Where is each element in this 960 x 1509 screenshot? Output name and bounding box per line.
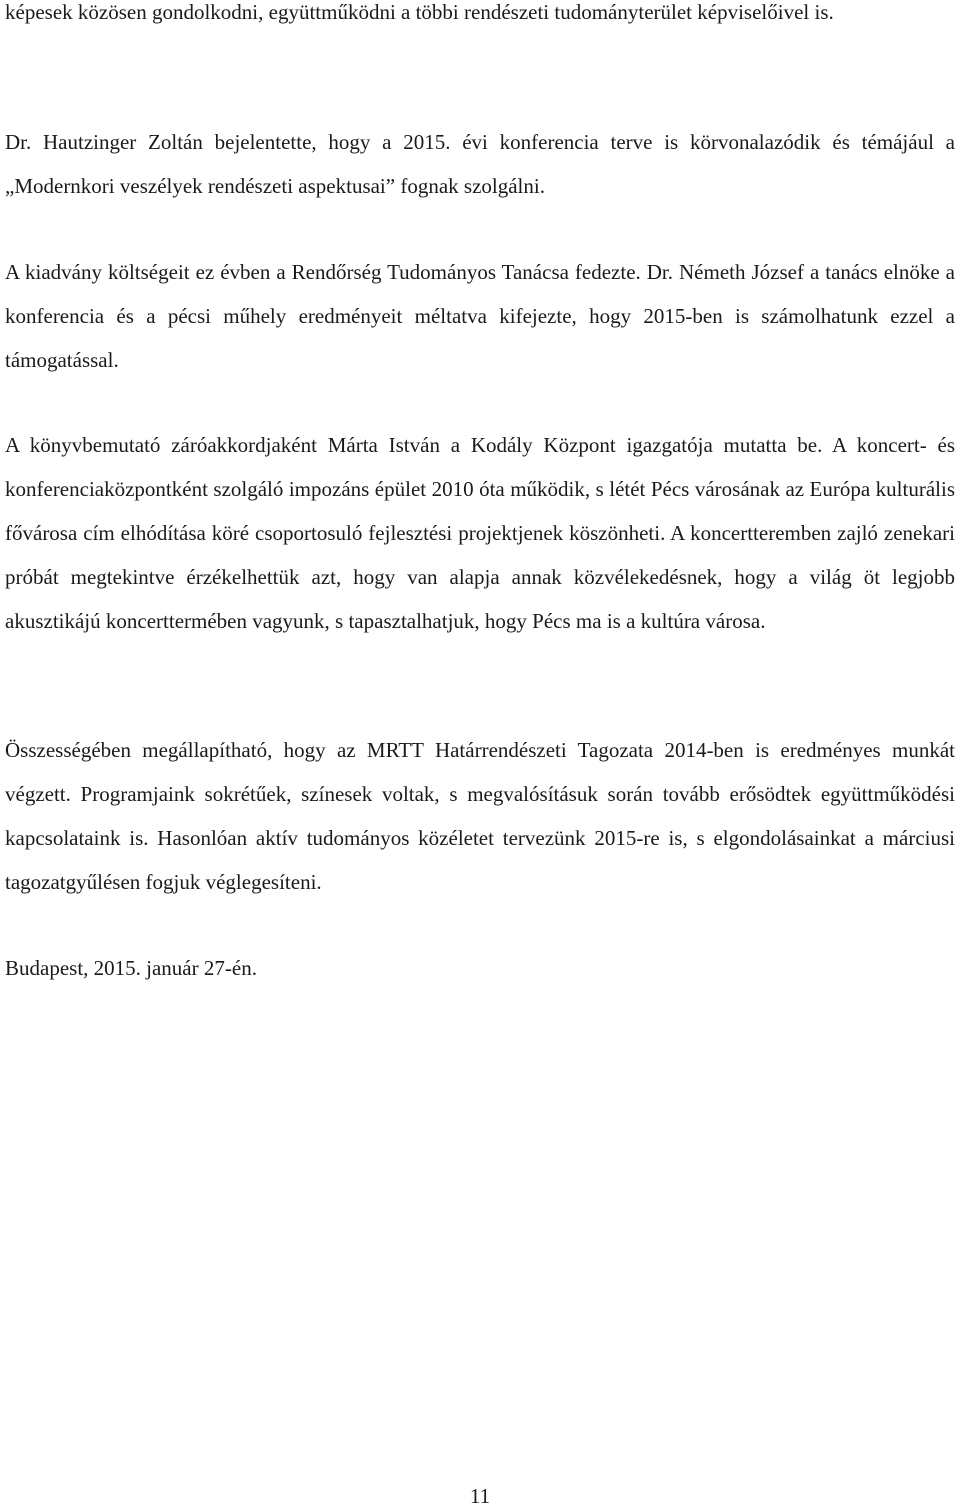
page-number: 11 — [469, 1484, 491, 1508]
place-and-date: Budapest, 2015. január 27-én. — [5, 956, 257, 980]
paragraph-kodaly-center: A könyvbemutató záróakkordjaként Márta István a Kodály Központ igazgatója mutatta be. A koncert- és konferenciaközpontként szolgáló impozáns épület 2010 óta működik, s létét Pécs városának az Európa kulturális fővárosa cím elhódítása köré csoportosuló fejlesztési projektjenek köszönheti. A koncertteremben zajló zenekari próbát megtekintve érzékelhettük azt, hogy van alapja annak közvélekedésnek, hogy a világ öt legjobb akusztikájú koncerttermében vagyunk, s tapasztalhatjuk, hogy Pécs ma is a kultúra városa. — [5, 433, 955, 633]
paragraph-conference-plan: Dr. Hautzinger Zoltán bejelentette, hogy a 2015. évi konferencia terve is körvonalazódik és témájául a „Modernkori veszélyek rendészeti aspektusai” fognak szolgálni. — [5, 130, 955, 198]
paragraph-publication-costs: A kiadvány költségeit ez évben a Rendőrség Tudományos Tanácsa fedezte. Dr. Németh József a tanács elnöke a konferencia és a pécsi műhely eredményeit méltatva kifejezte, hogy 2015-ben is számolhatunk ezzel a támogatással. — [5, 260, 955, 372]
paragraph-cooperation: képesek közösen gondolkodni, együttműködni a többi rendészeti tudományterület képviselőivel is. — [5, 0, 834, 24]
paragraph-summary: Összességében megállapítható, hogy az MRTT Határrendészeti Tagozata 2014-ben is eredményes munkát végzett. Programjaink sokrétűek, színesek voltak, s megvalósításuk során tovább erősödtek együttműködési kapcsolataink is. Hasonlóan aktív tudományos közéletet tervezünk 2015-re is, s elgondolásainkat a márciusi tagozatgyűlésen fogjuk véglegesíteni. — [5, 738, 955, 894]
